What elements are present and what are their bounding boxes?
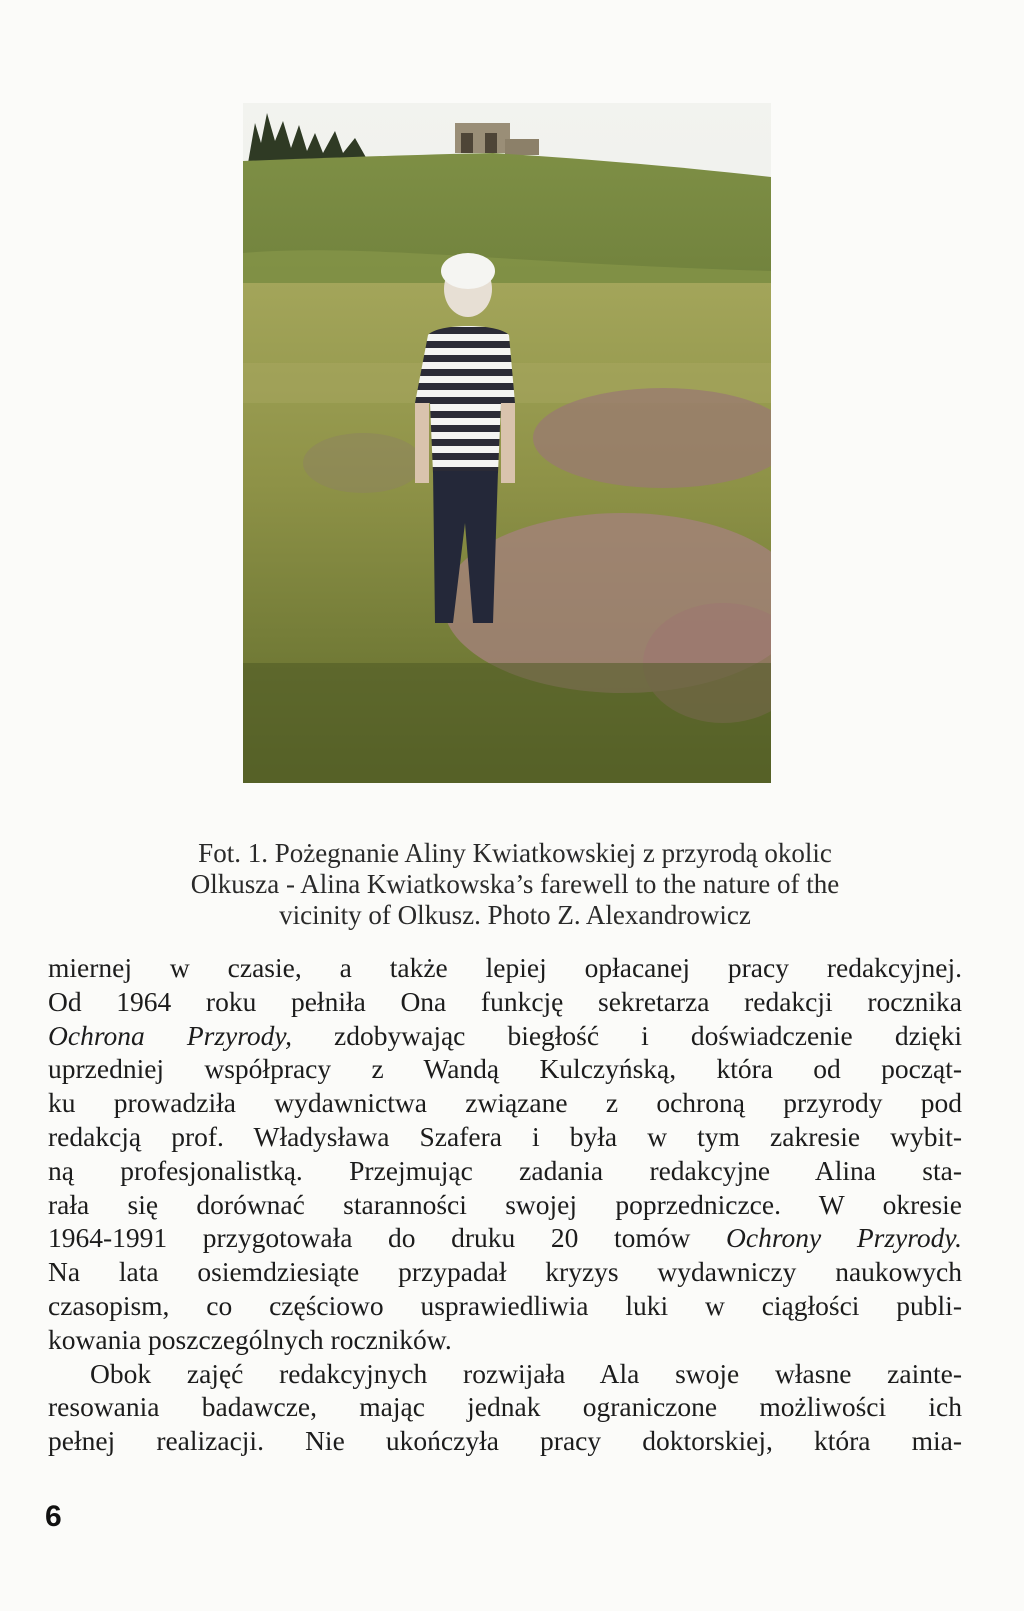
text-fragment: 1964-1991 przygotowała do druku 20 tomów: [48, 1222, 727, 1254]
text-line: [48, 1221, 962, 1255]
caption-line: vicinity of Olkusz. Photo Z. Alexandrowicz: [279, 900, 751, 930]
text-line: Obok zajęć redakcyjnych rozwijała Ala swoje własne zainte-: [90, 1357, 962, 1389]
text-line: kowania poszczególnych roczników.: [48, 1323, 452, 1355]
journal-title: Ochrony Przyrody.: [726, 1222, 962, 1254]
text-fragment: zdobywając biegłość i doświadczenie dzięki: [291, 1019, 963, 1051]
text-line: pełnej realizacji. Nie ukończyła pracy doktorskiej, która mia-: [48, 1425, 962, 1457]
text-line: uprzedniej współpracy z Wandą Kulczyńską, która od począt-: [48, 1053, 962, 1085]
photo-meadow-woman-image: [243, 103, 771, 783]
text-line: redakcją prof. Władysława Szafera i była w tym zakresie wybit-: [48, 1120, 962, 1152]
body-text: [48, 951, 962, 1458]
text-line: czasopism, co częściowo usprawiedliwia luki w ciągłości publi-: [48, 1289, 962, 1321]
text-line: resowania badawcze, mając jednak ograniczone możliwości ich: [48, 1391, 962, 1423]
text-line: Od 1964 roku pełniła Ona funkcję sekretarza redakcji rocznika: [48, 985, 962, 1017]
text-line: rała się dorównać staranności swojej poprzedniczce. W okresie: [48, 1188, 962, 1220]
text-line: Na lata osiemdziesiąte przypadał kryzys wydawniczy naukowych: [48, 1256, 962, 1288]
caption-line: Fot. 1. Pożegnanie Aliny Kwiatkowskiej z przyrodą okolic: [198, 838, 832, 868]
text-line: ną profesjonalistką. Przejmując zadania redakcyjne Alina sta-: [48, 1154, 962, 1186]
page-number: 6: [45, 1500, 62, 1533]
text-line: [48, 1019, 962, 1053]
text-line: miernej w czasie, a także lepiej opłacanej pracy redakcyjnej.: [48, 952, 962, 983]
text-line: ku prowadziła wydawnictwa związane z ochroną przyrody pod: [48, 1087, 962, 1119]
journal-title: Ochrona Przyrody,: [48, 1019, 292, 1051]
photo-caption: [110, 838, 920, 931]
caption-line: Olkusza - Alina Kwiatkowska’s farewell to the nature of the: [190, 869, 840, 899]
photograph: [243, 103, 771, 783]
